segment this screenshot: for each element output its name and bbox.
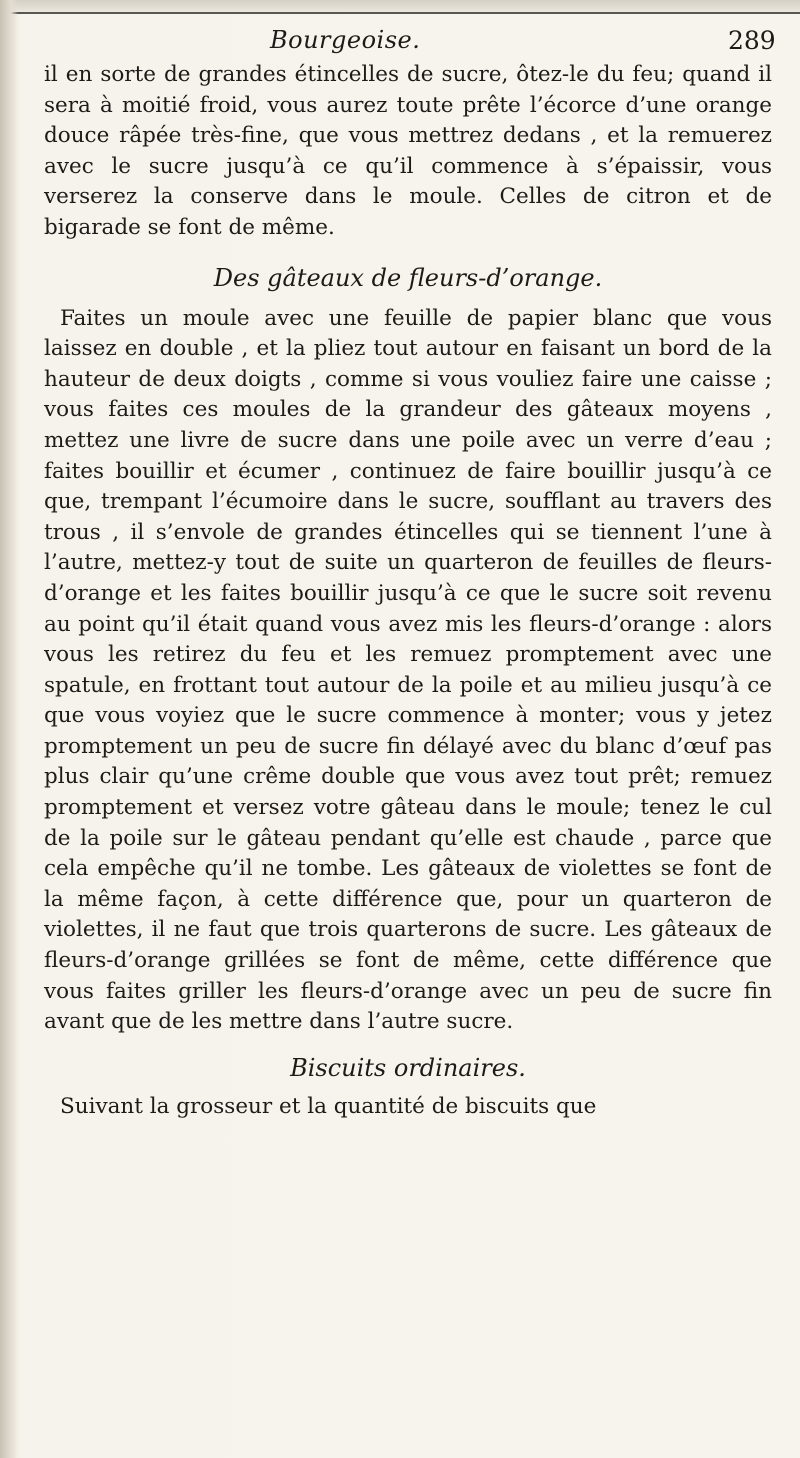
- section-heading-ordinary-biscuits: Biscuits ordinaires.: [290, 1053, 526, 1082]
- paragraph-ordinary-biscuits: Suivant la grosseur et la quantité de biscuits que: [60, 1093, 597, 1119]
- paragraph-orange-blossom-cakes: Faites un moule avec une feuille de papier blanc que vous laissez en double , et la pliez tout autour en faisant un bord de la hauteur de deux doigts , comme si vous vouliez faire une caisse ; vous faites ces moules de la grandeur des gâteaux moyens , mettez une livre de sucre dans une poile avec un verre d’eau ; faites bouillir et écumer , continuez de faire bouillir jusqu’à ce que, trempant l’écumoire dans le sucre, soufflant au travers des trous , il s’envole de grandes étincelles qui se tiennent l’une à l’autre, mettez-y tout de suite un quarteron de feuilles de fleurs-d’orange et les faites bouillir jusqu’à ce que le sucre soit revenu au point qu’il était quand vous avez mis les fleurs-d’orange : alors vous les retirez du feu et les remuez promptement avec une spatule, en frottant tout autour de la poile et au milieu jusqu’à ce que vous voyiez que le sucre commence à monter; vous y jetez promptement un peu de sucre fin délayé avec du blanc d’œuf pas plus clair qu’une crême double que vous avez tout prêt; remuez promptement et versez votre gâteau dans le moule; tenez le cul de la poile sur le gâteau pendant qu’elle est chaude , parce que cela empêche qu’il ne tombe. Les gâteaux de violettes se font de la même façon, à cette différence que, pour un quarteron de violettes, il ne faut que trois quarterons de sucre. Les gâteaux de fleurs-d’orange grillées se font de même, cette différence que vous faites griller les fleurs-d’orange avec un peu de sucre fin avant que de les mettre dans l’autre sucre.: [44, 305, 772, 1035]
- paragraph-continuation: il en sorte de grandes étincelles de sucre, ôtez-le du feu; quand il sera à moitié froid, vous aurez toute prête l’écorce d’une orange douce râpée très-fine, que vous mettrez dedans , et la remuerez avec le sucre jusqu’à ce qu’il commence à s’épaissir, vous verserez la conserve dans le moule. Celles de citron et de bigarade se font de même.: [44, 62, 772, 240]
- binding-gutter: [0, 0, 18, 1458]
- page-top-edge: [0, 0, 800, 14]
- running-title: Bourgeoise.: [270, 26, 421, 54]
- page-number: 289: [728, 26, 776, 55]
- section-heading-orange-blossom-cakes: Des gâteaux de fleurs-d’orange.: [213, 263, 603, 292]
- page-body: [44, 60, 772, 1122]
